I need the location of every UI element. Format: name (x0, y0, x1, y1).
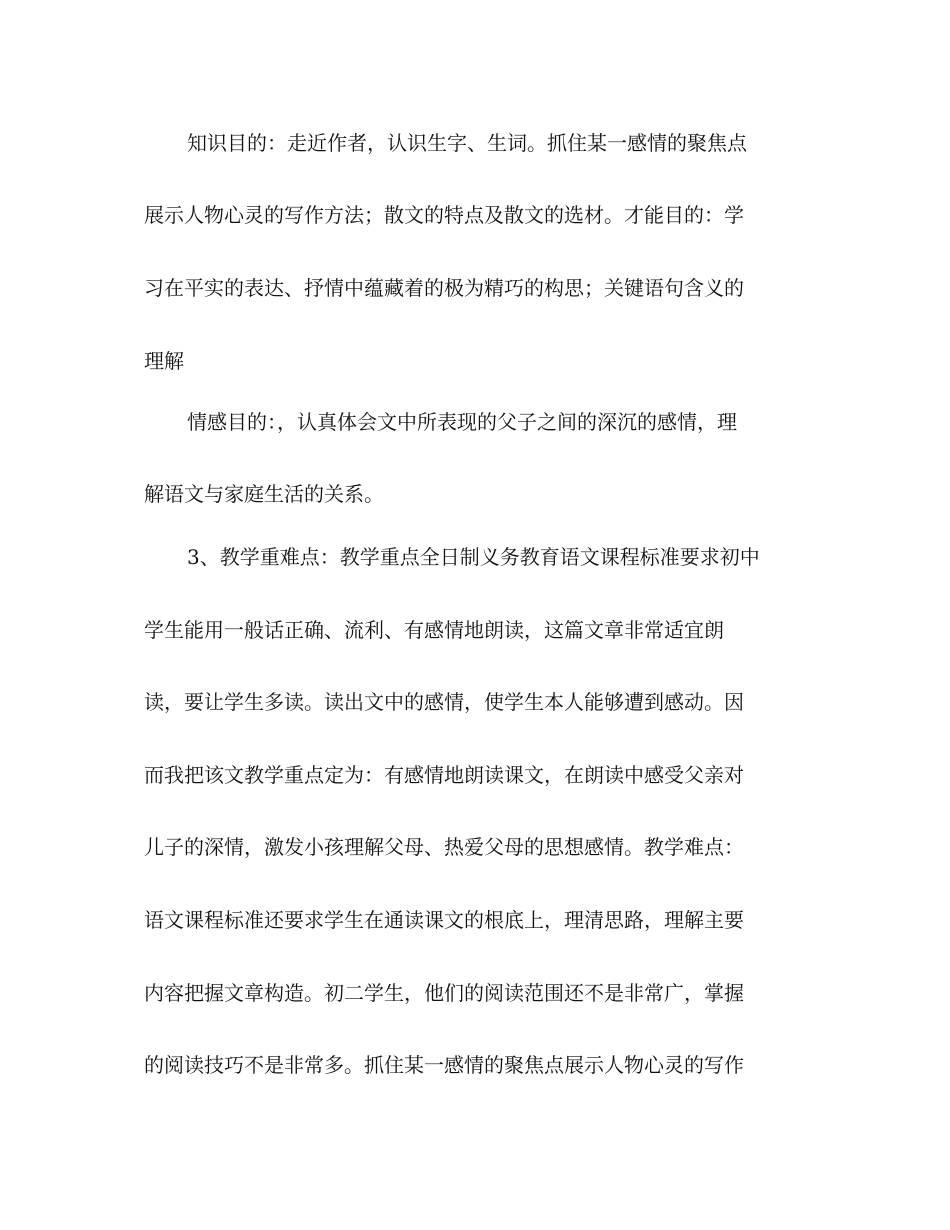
paragraph-line: 而我把该文教学重点定为：有感情地朗读课文，在朗读中感受父亲对 (144, 763, 744, 787)
paragraph-line: 3、教学重难点：教学重点全日制义务教育语文课程标准要求初中 (187, 545, 760, 569)
paragraph-line: 儿子的深情，激发小孩理解父母、热爱父母的思想感情。教学难点： (144, 835, 744, 859)
paragraph-line: 情感目的：，认真体会文中所表现的父子之间的深沉的感情，理 (187, 410, 737, 434)
paragraph-line: 内容把握文章构造。初二学生，他们的阅读范围还不是非常广，掌握 (144, 981, 744, 1005)
paragraph-line: 习在平实的表达、抒情中蕴藏着的极为精巧的构思；关键语句含义的 (144, 276, 744, 300)
paragraph-line: 知识目的：走近作者，认识生字、生词。抓住某一感情的聚焦点 (187, 131, 747, 155)
paragraph-line: 语文课程标准还要求学生在通读课文的根底上，理清思路，理解主要 (144, 908, 744, 932)
paragraph-line: 展示人物心灵的写作方法；散文的特点及散文的选材。才能目的：学 (144, 203, 744, 227)
paragraph-line: 解语文与家庭生活的关系。 (144, 482, 384, 506)
paragraph-line: 理解 (144, 349, 184, 373)
paragraph-line: 学生能用一般话正确、流利、有感情地朗读，这篇文章非常适宜朗 (144, 618, 724, 642)
paragraph-line: 读，要让学生多读。读出文中的感情，使学生本人能够遭到感动。因 (144, 690, 744, 714)
paragraph-line: 的阅读技巧不是非常多。抓住某一感情的聚焦点展示人物心灵的写作 (144, 1053, 744, 1077)
